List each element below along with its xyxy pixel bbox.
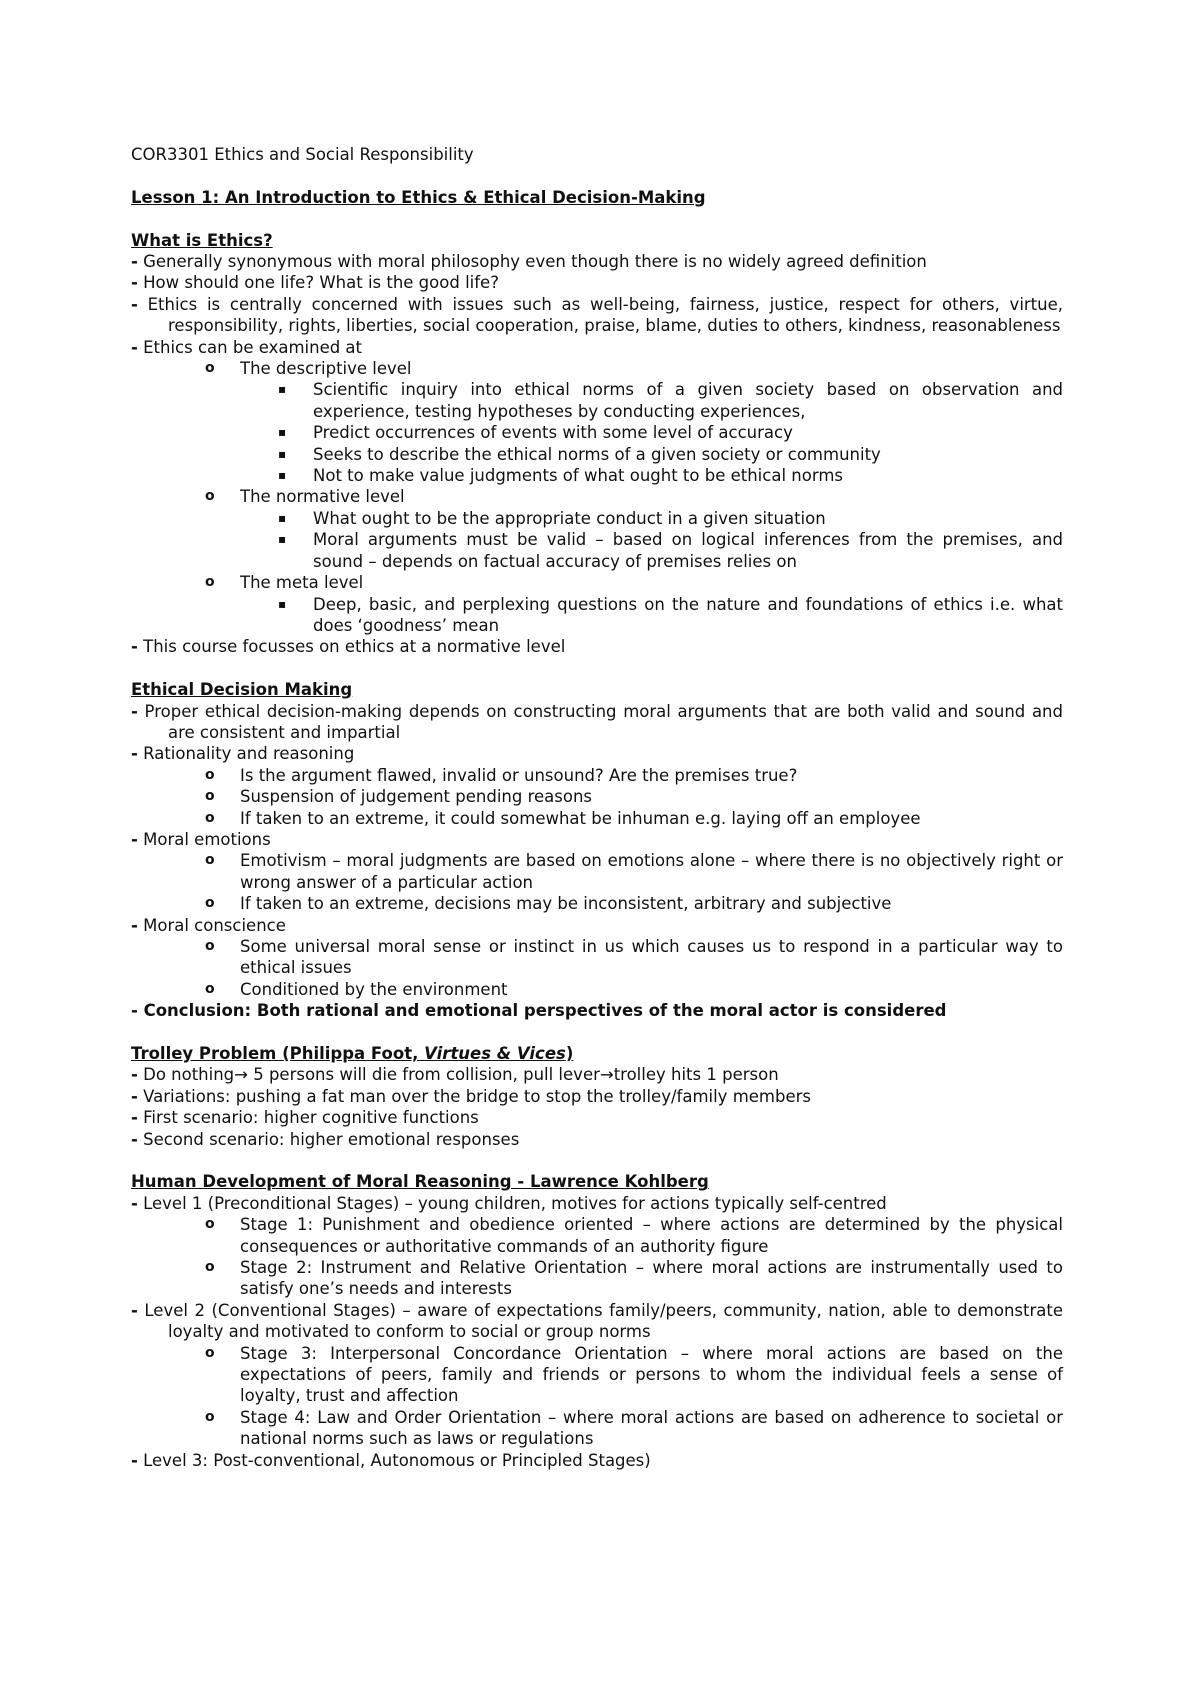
section-heading-trolley-problem: Trolley Problem (Philippa Foot, Virtues & Vices) [131, 1044, 574, 1063]
sub-list-item: o Conditioned by the environment [205, 979, 508, 999]
list-item: - This course focusses on ethics at a normative level [131, 637, 566, 657]
sub-list-item: o Stage 1: Punishment and obedience oriented – where actions are determined by the physical consequences or authoritative commands of an authority figure [205, 1215, 1063, 1256]
list-item: - Rationality and reasoning [131, 744, 355, 764]
conclusion: - Conclusion: Both rational and emotional perspectives of the moral actor is considered [131, 1001, 947, 1021]
sub-sub-list-item: ▪ Predict occurrences of events with some level of accuracy [278, 423, 793, 443]
sub-list-item: o The meta level [205, 573, 364, 593]
sub-list-item: o Suspension of judgement pending reasons [205, 787, 593, 807]
sub-sub-list-item: ▪ Moral arguments must be valid – based on logical inferences from the premises, and sound – depends on factual accuracy of premises relies on [278, 530, 1063, 571]
document-page [131, 144, 1063, 1471]
section-heading-ethical-decision-making: Ethical Decision Making [131, 680, 353, 700]
list-item: - Proper ethical decision-making depends on constructing moral arguments that are both valid and sound and are consistent and impartial [131, 701, 1063, 742]
list-item: - Second scenario: higher emotional responses [131, 1129, 520, 1149]
sub-list-item: o Is the argument flawed, invalid or unsound? Are the premises true? [205, 765, 798, 785]
sub-list-item: o Emotivism – moral judgments are based on emotions alone – where there is no objectively right or wrong answer of a particular action [205, 851, 1063, 892]
section-heading-kohlberg: Human Development of Moral Reasoning - Lawrence Kohlberg [131, 1172, 709, 1192]
sub-sub-list-item: ▪ Not to make value judgments of what ought to be ethical norms [278, 466, 843, 486]
list-item: - Ethics is centrally concerned with issues such as well-being, fairness, justice, respect for others, virtue, responsibility, rights, liberties, social cooperation, praise, blame, duties to others, kindness, reasonableness [131, 294, 1064, 336]
course-title: COR3301 Ethics and Social Responsibility [131, 145, 474, 164]
list-item: - Variations: pushing a fat man over the bridge to stop the trolley/family members [131, 1086, 811, 1106]
sub-list-item: o Stage 2: Instrument and Relative Orientation – where moral actions are instrumentally used to satisfy one’s needs and interests [205, 1258, 1063, 1299]
sub-list-item: o Stage 4: Law and Order Orientation – where moral actions are based on adherence to societal or national norms such as laws or regulations [205, 1407, 1063, 1449]
sub-list-item: o Stage 3: Interpersonal Concordance Orientation – where moral actions are based on the expectations of peers, family and friends or persons to whom the individual feels a sense of loyalty, trust and affection [205, 1343, 1063, 1406]
sub-sub-list-item: ▪ Seeks to describe the ethical norms of a given society or community [278, 444, 881, 464]
list-item: - First scenario: higher cognitive functions [131, 1108, 479, 1128]
section-heading-what-is-ethics: What is Ethics? [131, 230, 273, 250]
list-item: - Moral conscience [131, 915, 286, 935]
sub-list-item: o The normative level [205, 487, 405, 507]
lesson-title: Lesson 1: An Introduction to Ethics & Ethical Decision-Making [131, 187, 706, 207]
list-item: - Level 1 (Preconditional Stages) – young children, motives for actions typically self-centred [131, 1193, 887, 1213]
list-item: - Level 2 (Conventional Stages) – aware of expectations family/peers, community, nation, able to demonstrate loyalty and motivated to conform to social or group norms [131, 1300, 1064, 1342]
sub-list-item: o The descriptive level [205, 359, 412, 379]
list-item: - Level 3: Post-conventional, Autonomous or Principled Stages) [131, 1450, 651, 1470]
list-item: - Generally synonymous with moral philosophy even though there is no widely agreed definition [131, 252, 927, 271]
sub-list-item: o If taken to an extreme, it could somewhat be inhuman e.g. laying off an employee [205, 808, 921, 828]
sub-sub-list-item: ▪ What ought to be the appropriate conduct in a given situation [278, 508, 826, 528]
sub-sub-list-item: ▪ Scientific inquiry into ethical norms of a given society based on observation and experience, testing hypotheses by conducting experiences, [278, 380, 1063, 421]
list-item: - How should one life? What is the good life? [131, 273, 499, 293]
list-item: - Do nothing→ 5 persons will die from collision, pull lever→trolley hits 1 person [131, 1065, 779, 1085]
list-item: - Moral emotions [131, 829, 271, 849]
sub-list-item: o If taken to an extreme, decisions may be inconsistent, arbitrary and subjective [205, 894, 892, 914]
sub-list-item: o Some universal moral sense or instinct in us which causes us to respond in a particular way to ethical issues [205, 936, 1063, 978]
sub-sub-list-item: ▪ Deep, basic, and perplexing questions on the nature and foundations of ethics i.e. what does ‘goodness’ mean [278, 594, 1063, 635]
list-item: - Ethics can be examined at [131, 337, 363, 357]
